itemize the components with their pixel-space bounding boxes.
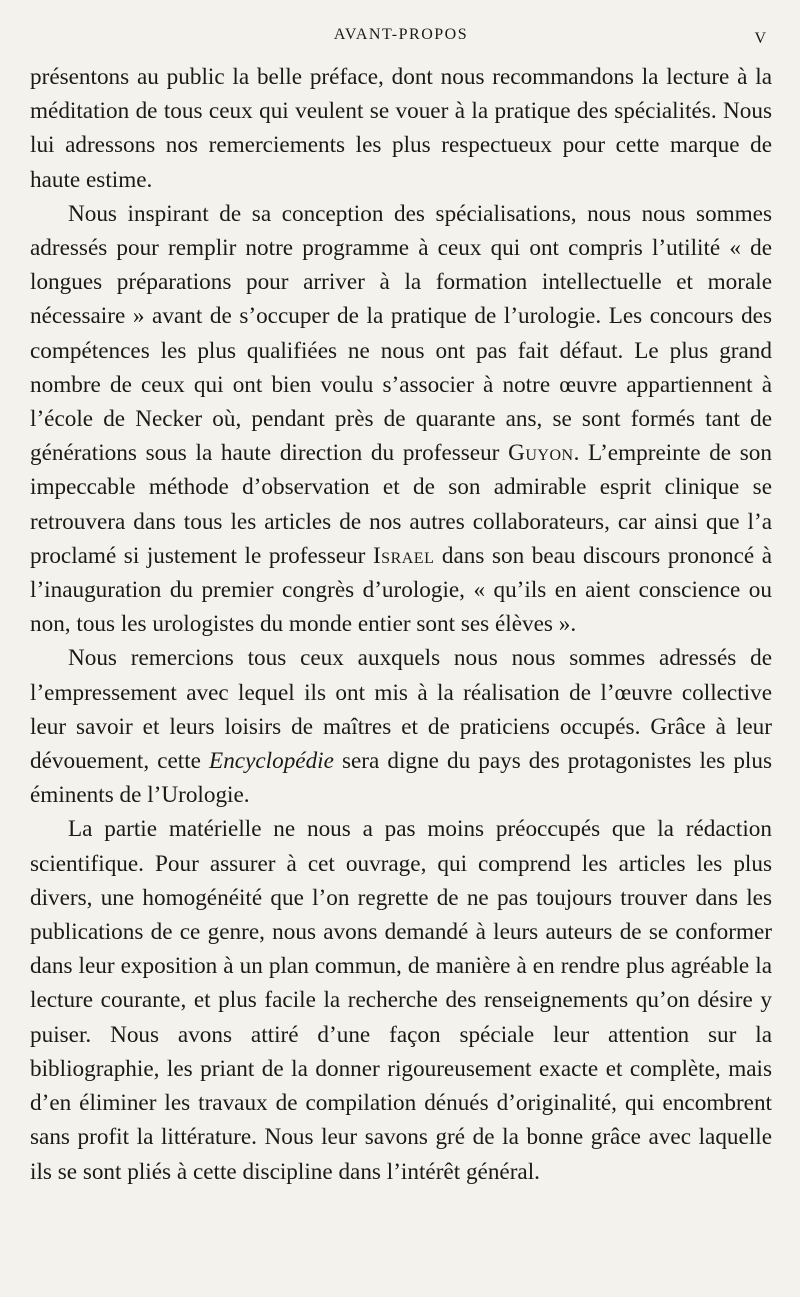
page-number: V bbox=[754, 30, 766, 47]
paragraph-1 bbox=[30, 60, 772, 197]
professor-name-israel: Israel bbox=[372, 542, 435, 569]
encyclopedia-title: Encyclopédie bbox=[209, 748, 334, 775]
paragraph-3-text-1: Nous remercions tous ceux auxquels nous nous sommes adressés de l’empressement avec lequel ils ont mis à la réalisation de l’œuvre collective leur savoir et leurs loisirs de maîtres et de praticiens occupés. Grâce à leur dévouement, cette bbox=[30, 645, 772, 775]
body-text bbox=[30, 60, 772, 1189]
paragraph-2-text-2: . L’empreinte de son impeccable méthode d’observation et de son admirable esprit clinique se retrouvera dans tous les articles de nos autres collaborateurs, car ainsi que l’a proclamé si justement le professeur bbox=[30, 440, 772, 569]
paragraph-1-text: présentons au public la belle préface, dont nous recommandons la lecture à la méditation de tous ceux qui veulent se vouer à la pratique des spécialités. Nous lui adressons nos remerciements les plus respectueux pour cette marque de haute estime. bbox=[30, 64, 772, 193]
paragraph-3-text-2: sera digne du pays des protagonistes les plus éminents de l’Urologie. bbox=[30, 748, 772, 809]
paragraph-2-text-3: dans son beau discours prononcé à l’inauguration du premier congrès d’urologie, « qu’ils en aient conscience ou non, tous les urologistes du monde entier sont ses élèves ». bbox=[30, 542, 772, 638]
paragraph-4-text: La partie matérielle ne nous a pas moins préoccupés que la rédaction scientifique. Pour assurer à cet ouvrage, qui comprend les articles les plus divers, une homogénéité que l’on regrette de ne pas toujours trouver dans les publications de ce genre, nous avons demandé à leurs auteurs de se conformer dans leur exposition à un plan commun, de manière à en rendre plus agréable la lecture courante, et plus facile la recherche des renseignements qu’on désire y puiser. Nous avons attiré d’une façon spéciale leur attention sur la bibliographie, les priant de la donner rigoureusement exacte et complète, mais d’en éliminer les travaux de compilation dénués d’originalité, qui encombrent sans profit la littérature. Nous leur savons gré de la bonne grâce avec laquelle ils se sont pliés à cette discipline dans l’intérêt général. bbox=[30, 816, 772, 1185]
paragraph-4 bbox=[30, 812, 772, 1188]
professor-name-guyon: Guyon bbox=[508, 440, 574, 467]
running-title: AVANT-PROPOS bbox=[333, 26, 469, 43]
paragraph-3 bbox=[30, 641, 772, 812]
paragraph-2-text-1: Nous inspirant de sa conception des spécialisations, nous nous sommes adressés pour remplir notre programme à ceux qui ont compris l’utilité « de longues préparations pour arriver à la formation intellectuelle et morale nécessaire » avant de s’occuper de la pratique de l’urologie. Les concours des compétences les plus qualifiées ne nous ont pas fait défaut. Le plus grand nombre de ceux qui ont bien voulu s’associer à notre œuvre appartiennent à l’école de Necker où, pendant près de quarante ans, se sont formés tant de générations sous la haute direction du professeur bbox=[30, 200, 772, 467]
paragraph-2 bbox=[30, 197, 772, 642]
running-head bbox=[30, 26, 772, 60]
